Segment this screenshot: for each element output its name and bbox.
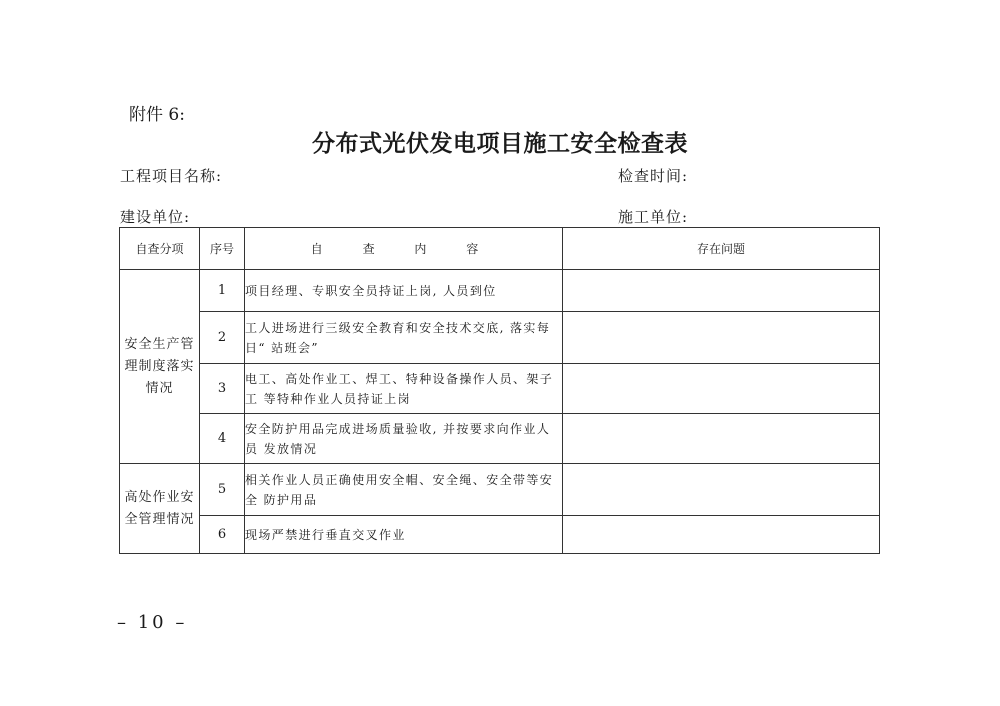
check-content: 电工、高处作业工、焊工、特种设备操作人员、架子工 等特种作业人员持证上岗 xyxy=(245,364,563,414)
issue-cell[interactable] xyxy=(563,516,880,554)
table-row xyxy=(120,312,880,364)
header-category: 自查分项 xyxy=(120,228,200,270)
table-row xyxy=(120,364,880,414)
page-number: – 10 – xyxy=(117,612,188,633)
row-number: 6 xyxy=(200,516,245,554)
row-number: 2 xyxy=(200,312,245,364)
issue-cell[interactable] xyxy=(563,464,880,516)
check-content: 安全防护用品完成进场质量验收, 并按要求向作业人员 发放情况 xyxy=(245,414,563,464)
check-time-field: 检查时间: xyxy=(618,167,689,185)
table-row xyxy=(120,464,880,516)
row-number: 1 xyxy=(200,270,245,312)
project-name-field: 工程项目名称: xyxy=(120,167,223,185)
table-row xyxy=(120,270,880,312)
row-number: 3 xyxy=(200,364,245,414)
table-header-row xyxy=(120,228,880,270)
header-issues: 存在问题 xyxy=(563,228,880,270)
row-number: 4 xyxy=(200,414,245,464)
header-number: 序号 xyxy=(200,228,245,270)
builder-field: 建设单位: xyxy=(120,208,191,226)
category-cell: 高处作业安全管理情况 xyxy=(120,464,200,554)
category-cell: 安全生产管理制度落实情况 xyxy=(120,270,200,464)
attachment-label: 附件 6: xyxy=(129,105,185,125)
check-content: 项目经理、专职安全员持证上岗, 人员到位 xyxy=(245,270,563,312)
header-content: 自 查 内 容 xyxy=(245,228,563,270)
issue-cell[interactable] xyxy=(563,270,880,312)
issue-cell[interactable] xyxy=(563,414,880,464)
issue-cell[interactable] xyxy=(563,312,880,364)
check-content: 现场严禁进行垂直交叉作业 xyxy=(245,516,563,554)
document-title: 分布式光伏发电项目施工安全检查表 xyxy=(312,131,688,157)
check-content: 工人进场进行三级安全教育和安全技术交底, 落实每日“ 站班会” xyxy=(245,312,563,364)
safety-check-table xyxy=(119,227,880,554)
issue-cell[interactable] xyxy=(563,364,880,414)
table-row xyxy=(120,516,880,554)
check-content: 相关作业人员正确使用安全帽、安全绳、安全带等安全 防护用品 xyxy=(245,464,563,516)
row-number: 5 xyxy=(200,464,245,516)
table-row xyxy=(120,414,880,464)
constructor-field: 施工单位: xyxy=(618,208,689,226)
